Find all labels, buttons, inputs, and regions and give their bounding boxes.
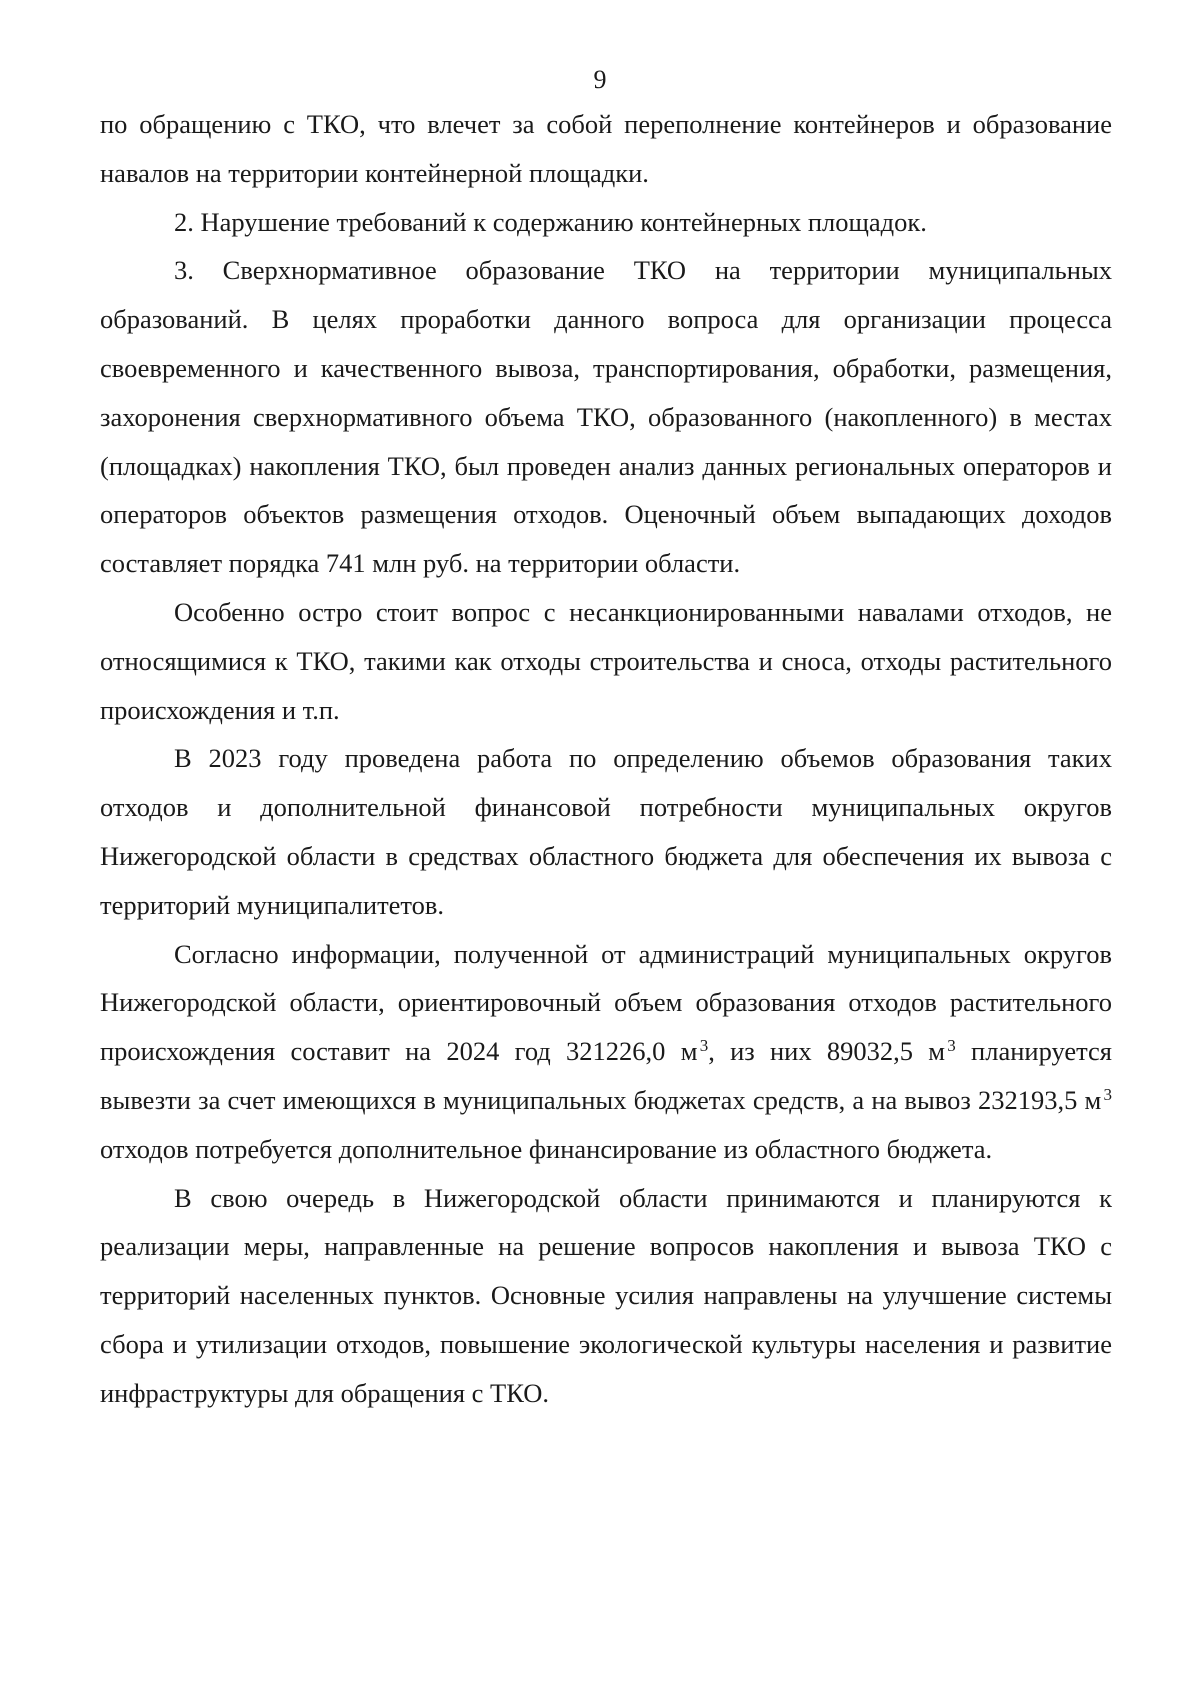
cubic-superscript: 3 [947, 1036, 956, 1056]
volumes-text-4: отходов потребуется дополнительное финансирование из областного бюджета. [100, 1133, 993, 1164]
cubic-superscript: 3 [699, 1036, 709, 1056]
volumes-text-3: планируется вывезти за счет имеющихся в муниципальных бюджетах средств, а на вывоз 232193,5 м [100, 1036, 1112, 1115]
page-number: 9 [593, 65, 607, 94]
paragraph-2023-work: В 2023 году проведена работа по определению объемов образования таких отходов и дополнительной финансовой потребности муниципальных округов Нижегородской области в средствах областного бюджета для обеспечения их вывоза с территорий муниципалитетов. [100, 743, 1112, 920]
paragraph-item-3: 3. Сверхнормативное образование ТКО на территории муниципальных образований. В целях проработки данного вопроса для организации процесса своевременного и качественного вывоза, транспортирования, обработки, размещения, захоронения сверхнормативного объема ТКО, образованного (накопленного) в местах (площадках) накопления ТКО, был проведен анализ данных региональных операторов и операторов объектов размещения отходов. Оценочный объем выпадающих доходов составляет порядка 741 млн руб. на территории области. [100, 255, 1112, 579]
paragraph-illegal-dumps: Особенно остро стоит вопрос с несанкционированными навалами отходов, не относящимися к ТКО, такими как отходы строительства и сноса, отходы растительного происхождения и т.п. [100, 596, 1112, 725]
paragraph-item-2: 2. Нарушение требований к содержанию контейнерных площадок. [174, 206, 927, 237]
cubic-superscript: 3 [1103, 1084, 1112, 1104]
paragraph-waste-volumes [100, 930, 1112, 1174]
volumes-text-2: , из них 89032,5 м [708, 1036, 946, 1067]
paragraph-measures: В свою очередь в Нижегородской области принимаются и планируются к реализации меры, направленные на решение вопросов накопления и вывоза ТКО с территорий населенных пунктов. Основные усилия направлены на улучшение системы сбора и утилизации отходов, повышение экологической культуры населения и развитие инфраструктуры для обращения с ТКО. [100, 1182, 1112, 1408]
paragraph-continued: по обращению с ТКО, что влечет за собой переполнение контейнеров и образование навалов на территории контейнерной площадки. [100, 109, 1112, 188]
document-body [100, 100, 1112, 1418]
volumes-text-1: Согласно информации, полученной от администраций муниципальных округов Нижегородской области, ориентировочный объем образования отходов растительного происхождения составит на 2024 год 321226,0 м [100, 938, 1112, 1067]
